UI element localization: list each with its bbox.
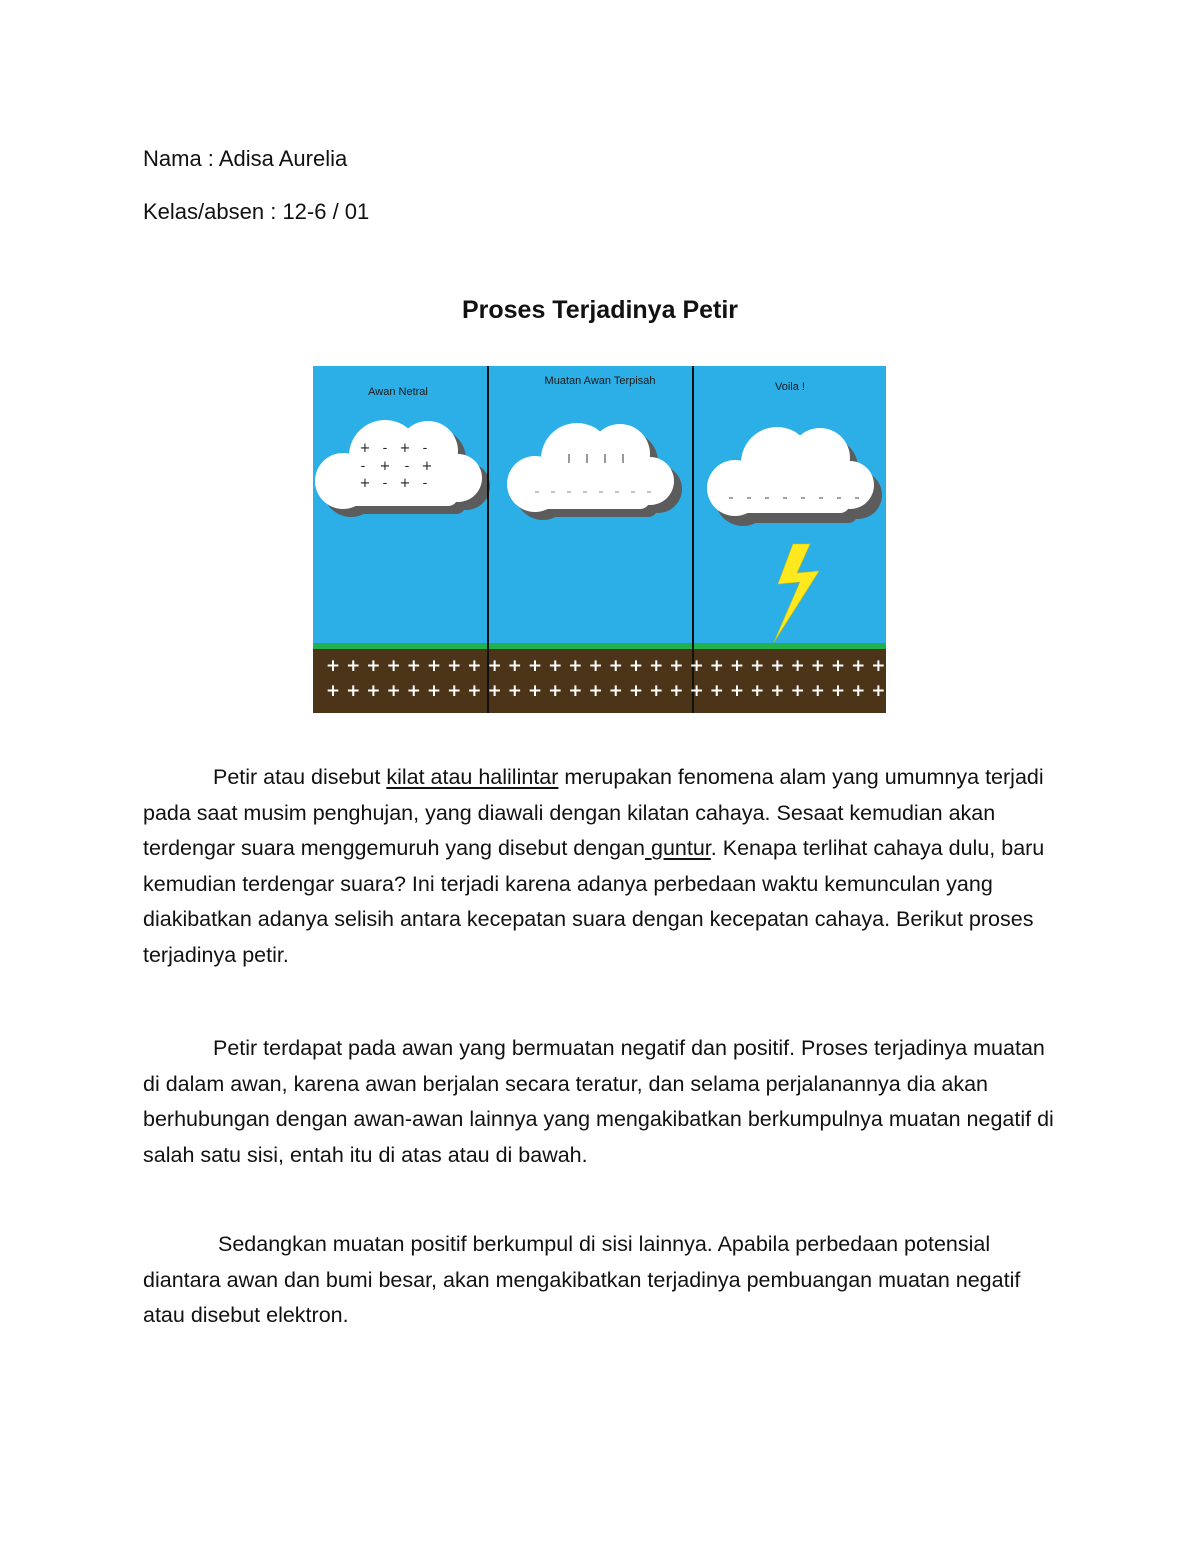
ground-plus-mark: + xyxy=(366,656,381,676)
ground-plus-mark: + xyxy=(790,656,805,676)
ground-plus-mark: + xyxy=(810,681,825,701)
ground-plus-mark: + xyxy=(709,656,724,676)
ground-plus-mark: + xyxy=(689,656,704,676)
ground-plus-mark: + xyxy=(487,656,502,676)
name-value: Adisa Aurelia xyxy=(218,146,348,171)
ground-plus-mark: + xyxy=(628,656,644,676)
ground-plus-mark: + xyxy=(507,681,522,701)
class-line: Kelas/absen : 12-6 / 01 xyxy=(143,199,370,224)
lightning-process-illustration xyxy=(313,366,886,713)
ground-plus-mark: + xyxy=(325,656,341,676)
name-line: Nama : Adisa Aurelia xyxy=(143,146,348,171)
ground-plus-mark: + xyxy=(426,656,442,676)
paragraph-2 xyxy=(143,1031,1063,1173)
ground-plus-mark: + xyxy=(325,681,341,701)
ground-plus-mark: + xyxy=(447,656,462,676)
paragraph-2-text: Petir terdapat pada awan yang bermuatan negatif dan positif. Proses terjadinya muatan di dalam awan, karena awan berjalan secara teratur, dan selama perjalanannya dia akan berhubungan dengan awan-awan lainnya yang mengakibatkan berkumpulnya muatan negatif di salah satu sisi, entah itu di atas atau di bawah. xyxy=(143,1036,1054,1167)
ground-plus-mark: + xyxy=(729,656,745,676)
ground-plus-mark: + xyxy=(770,681,785,701)
paragraph-3 xyxy=(143,1227,1063,1334)
ground-plus-mark: + xyxy=(790,681,805,701)
ground-plus-mark: + xyxy=(750,681,765,701)
term-kilat-halilintar: kilat atau halilintar xyxy=(386,765,559,789)
ground-plus-mark: + xyxy=(507,656,522,676)
ground-plus-mark: + xyxy=(649,681,664,701)
grass-strip xyxy=(313,643,886,649)
ground-plus-mark: + xyxy=(467,656,482,676)
paragraph-1-text-c: . Kenapa terlihat cahaya dulu, baru kemudian terdengar suara? Ini terjadi karena adanya perbedaan waktu kemunculan yang diakibatkan adanya selisih antara kecepatan suara dengan kecepatan cahaya. Berikut proses terjadinya petir. xyxy=(143,836,1045,967)
ground-plus-mark: + xyxy=(810,656,825,676)
ground-plus-mark: + xyxy=(467,681,482,701)
charge-mark: + xyxy=(359,441,371,456)
ground-plus-mark: + xyxy=(830,656,846,676)
ground-plus-mark: + xyxy=(830,681,846,701)
charge-mark: + xyxy=(399,441,411,456)
ground-plus-mark: + xyxy=(750,656,765,676)
charge-mark: - xyxy=(404,459,410,474)
ground-plus-mark: + xyxy=(548,681,563,701)
ground-plus-mark: + xyxy=(588,681,603,701)
ground-plus-mark: + xyxy=(851,681,866,701)
ground-plus-mark: + xyxy=(871,656,886,676)
charge-mark: - xyxy=(422,476,428,491)
charge-mark: + xyxy=(359,476,371,491)
ground-plus-mark: + xyxy=(426,681,442,701)
panel-label-separated: Muatan Awan Terpisah xyxy=(544,375,656,387)
ground-plus-mark: + xyxy=(447,681,462,701)
ground-plus-mark: + xyxy=(689,681,704,701)
paragraph-1-text-a: Petir atau disebut xyxy=(213,765,387,789)
ground-plus-mark: + xyxy=(386,681,401,701)
ground-plus-mark: + xyxy=(608,681,623,701)
ground-plus-mark: + xyxy=(487,681,502,701)
charge-mark: - xyxy=(382,441,388,456)
term-guntur: guntur xyxy=(645,836,711,860)
panel-label-voila: Voila ! xyxy=(775,381,805,393)
ground-plus-mark: + xyxy=(527,681,543,701)
ground-plus-mark: + xyxy=(386,656,401,676)
ground-plus-mark: + xyxy=(548,656,563,676)
charge-mark: - xyxy=(360,459,366,474)
ground-plus-mark: + xyxy=(406,656,421,676)
class-label: Kelas/absen xyxy=(143,199,265,224)
charge-mark: + xyxy=(399,476,411,491)
ground-plus-mark: + xyxy=(770,656,785,676)
ground-plus-mark: + xyxy=(669,656,684,676)
document-title: Proses Terjadinya Petir xyxy=(461,296,739,324)
charge-mark: - xyxy=(422,441,428,456)
class-value: 12-6 / 01 xyxy=(282,199,370,224)
ground-plus-mark: + xyxy=(871,681,886,701)
ground-plus-mark: + xyxy=(527,656,543,676)
ground-plus-mark: + xyxy=(851,656,866,676)
ground-plus-mark: + xyxy=(568,656,583,676)
ground-plus-mark: + xyxy=(649,656,664,676)
name-label: Nama xyxy=(143,146,202,171)
ground-plus-mark: + xyxy=(366,681,381,701)
paragraph-1-text-b: merupakan fenomena alam yang umumnya terjadi pada saat musim penghujan, yang diawali dengan kilatan cahaya. Sesaat kemudian akan terdengar suara menggemuruh yang disebut dengan xyxy=(143,765,1044,860)
paragraph-1 xyxy=(143,760,1063,973)
charge-mark: - xyxy=(382,476,388,491)
paragraph-3-text: Sedangkan muatan positif berkumpul di sisi lainnya. Apabila perbedaan potensial diantara awan dan bumi besar, akan mengakibatkan terjadinya pembuangan muatan negatif atau disebut elektron. xyxy=(143,1232,1021,1327)
ground-plus-mark: + xyxy=(568,681,583,701)
ground-plus-mark: + xyxy=(729,681,745,701)
ground-plus-mark: + xyxy=(346,681,361,701)
charge-mark: + xyxy=(421,459,433,474)
ground-plus-mark: + xyxy=(588,656,603,676)
ground-plus-mark: + xyxy=(709,681,724,701)
ground-plus-mark: + xyxy=(669,681,684,701)
ground-plus-mark: + xyxy=(346,656,361,676)
ground-plus-mark: + xyxy=(628,681,644,701)
panel-label-neutral: Awan Netral xyxy=(368,386,428,398)
ground-plus-mark: + xyxy=(608,656,623,676)
ground-plus-mark: + xyxy=(406,681,421,701)
charge-mark: + xyxy=(379,459,391,474)
